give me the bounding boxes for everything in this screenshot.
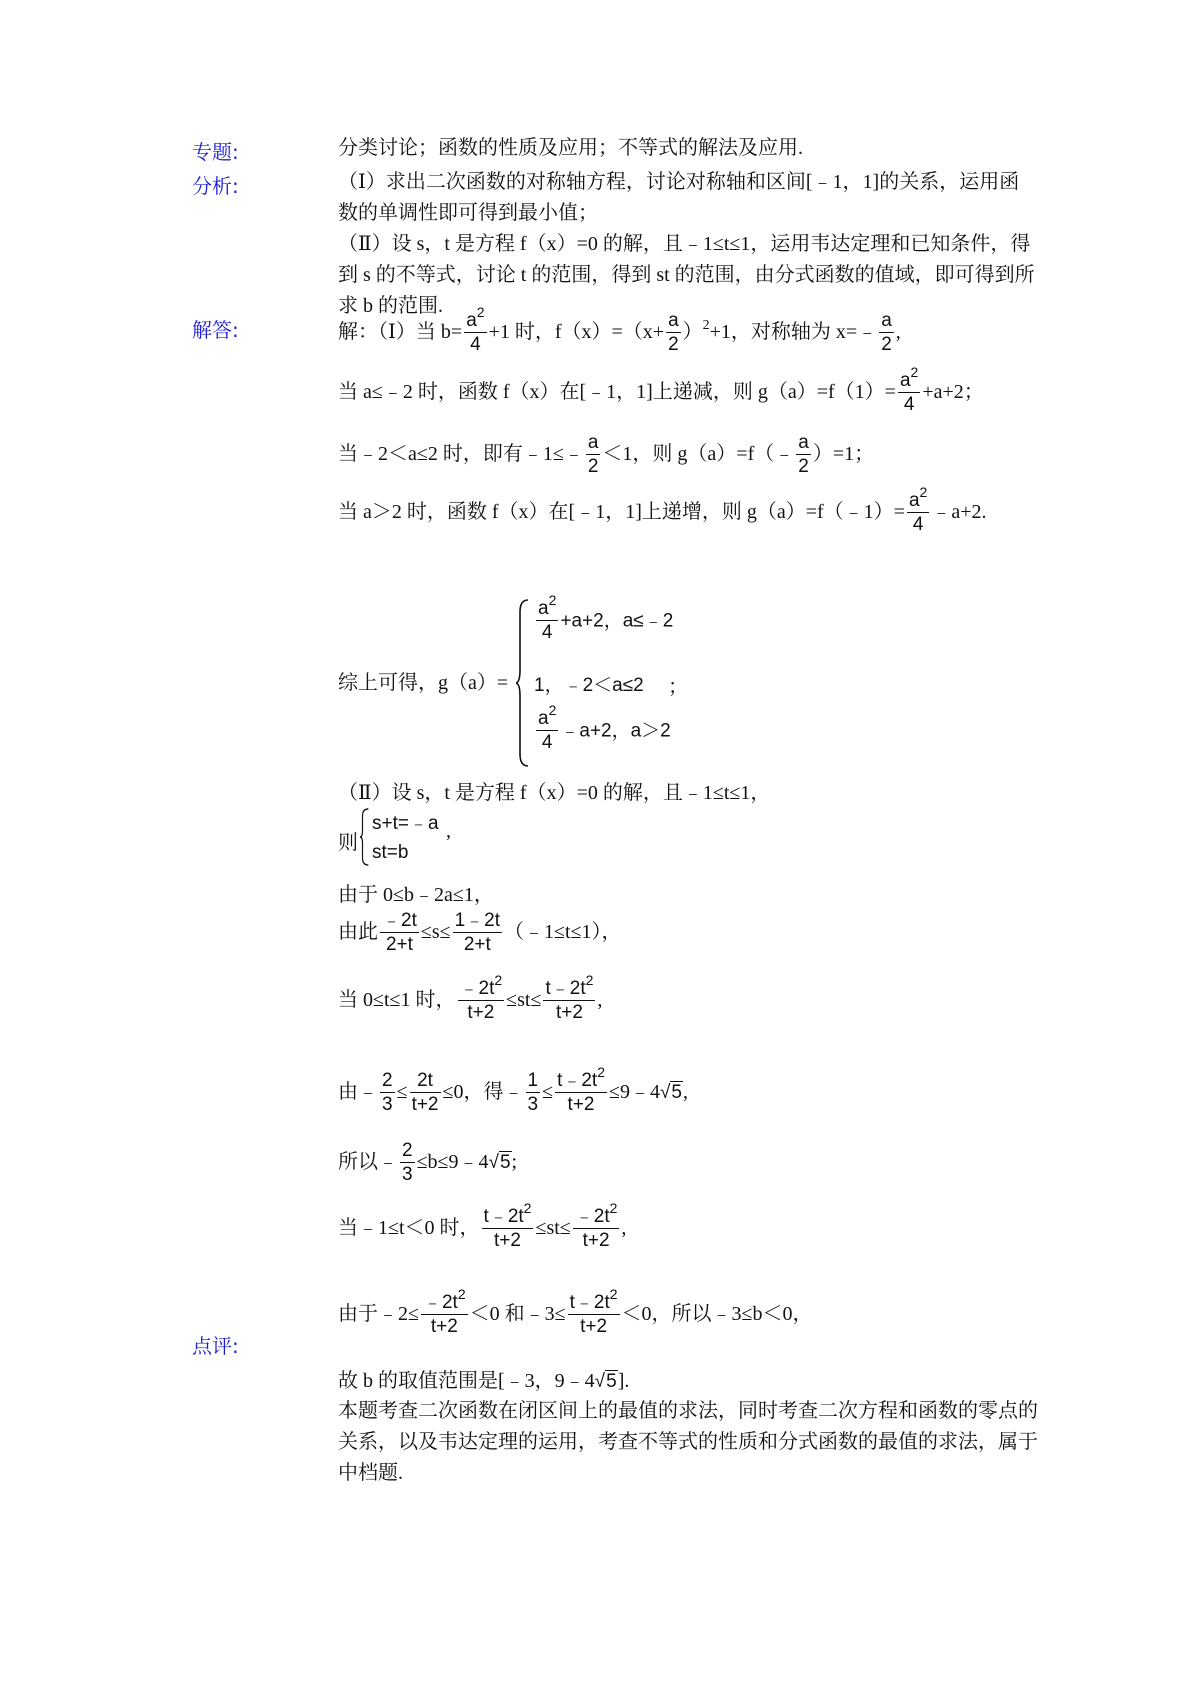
fraction-a-over-2: $\frac{a}{2}$ — [798, 432, 809, 477]
fraction-a2-over-4: $\frac{a^2}{4}$ — [466, 304, 485, 355]
solution-line-1: 解：（Ⅰ）当 b= $\frac{a^2}{4}$ +1 时，f（x）=（x+ $\frac{a}{2}$ ）$^2$+1，对称轴为 x=﹣ $\frac{a}{2}$ , — [338, 304, 901, 355]
piecewise-function: 综上可得，g（a）= $\frac{a^2}{4}$ +a+2，a≤﹣2 1，﹣2＜a≤2 $\frac{a^2}{4}$ ﹣a+2，a＞2 ； — [338, 598, 858, 768]
vieta-system: 则 s+t=﹣a , st=b — [338, 808, 538, 868]
fraction-a-over-2: $\frac{a}{2}$ — [881, 310, 892, 355]
solution-label: 解答: — [192, 318, 239, 342]
case-t-negative: 当﹣1≤t＜0 时， $\frac{t﹣2t^2}{t+2}$ ≤st≤ $\frac{﹣2t^2}{t+2}$ , — [338, 1200, 627, 1251]
topic-text: 分类讨论；函数的性质及应用；不等式的解法及应用. — [338, 137, 803, 159]
case-3: $\frac{a^2}{4}$ ﹣a+2，a＞2 — [538, 702, 671, 753]
bound-derivation-1: 由﹣ $\frac{2}{3}$ ≤ $\frac{2t}{t+2}$ ≤0，得﹣ $\frac{1}{3}$ ≤ $\frac{t﹣2t^2}{t+2}$ ≤9﹣4√5, — [338, 1064, 688, 1115]
so-line: 所以﹣ $\frac{2}{3}$ ≤b≤9﹣4√5; — [338, 1140, 518, 1185]
since-line: 由于 0≤b﹣2a≤1， — [338, 884, 494, 906]
left-brace-icon — [516, 598, 530, 768]
analysis-p1: （Ⅰ）求出二次函数的对称轴方程，讨论对称轴和区间[﹣1，1]的关系，运用函数的单调性即可得到最小值； — [338, 171, 1020, 224]
solution-line-2: 当 a≤﹣2 时，函数 f（x）在[﹣1，1]上递减，则 g（a）=f（1）= $\frac{a^2}{4}$ +a+2； — [338, 364, 984, 415]
part2-intro: （Ⅱ）设 s，t 是方程 f（x）=0 的解，且﹣1≤t≤1， — [338, 782, 771, 804]
analysis-label: 分析: — [192, 174, 239, 198]
solution-line-3: 当﹣2＜a≤2 时，即有﹣1≤﹣ $\frac{a}{2}$ ＜1，则 g（a）=f（﹣ $\frac{a}{2}$ ）=1； — [338, 432, 875, 477]
bound-derivation-2: 由于﹣2≤ $\frac{﹣2t^2}{t+2}$ ＜0 和﹣3≤ $\frac{t﹣2t^2}{t+2}$ ＜0，所以﹣3≤b＜0， — [338, 1286, 813, 1337]
comment-label: 点评: — [192, 1334, 239, 1358]
hence-line: 由此 $\frac{﹣2t}{2+t}$ ≤s≤ $\frac{1﹣2t}{2+t}$ （﹣1≤t≤1）， — [338, 910, 622, 955]
fraction-a2-over-4: $\frac{a^2}{4}$ — [908, 484, 928, 535]
fraction-a2-over-4: $\frac{a^2}{4}$ — [899, 364, 919, 415]
case-1: $\frac{a^2}{4}$ +a+2，a≤﹣2 — [538, 592, 674, 643]
analysis-p2: （Ⅱ）设 s，t 是方程 f（x）=0 的解，且﹣1≤t≤1，运用韦达定理和已知条件，得到 s 的不等式，讨论 t 的范围，得到 st 的范围，由分式函数的值域，即可得到所求 b 的范围. — [338, 233, 1035, 317]
case-2: 1，﹣2＜a≤2 — [534, 675, 644, 696]
left-brace-icon — [360, 808, 370, 866]
fraction-a-over-2: $\frac{a}{2}$ — [587, 432, 599, 477]
sqrt-5: √5 — [594, 1371, 617, 1392]
fraction-a-over-2: $\frac{a}{2}$ — [668, 310, 679, 355]
final-answer: 故 b 的取值范围是[﹣3，9﹣4√5]. — [338, 1370, 630, 1392]
solution-line-4: 当 a＞2 时，函数 f（x）在[﹣1，1]上递增，则 g（a）=f（﹣1）= $\frac{a^2}{4}$ ﹣a+2. — [338, 484, 987, 535]
topic-label: 专题: — [192, 140, 239, 164]
sqrt-5: √5 — [659, 1082, 682, 1104]
case-t-nonnegative: 当 0≤t≤1 时， $\frac{﹣2t^2}{t+2}$ ≤st≤ $\frac{t﹣2t^2}{t+2}$ , — [338, 972, 603, 1023]
sqrt-5: √5 — [488, 1152, 511, 1174]
comment-text: 本题考查二次函数在闭区间上的最值的求法，同时考查二次方程和函数的零点的关系，以及韦达定理的运用，考查不等式的性质和分式函数的最值的求法，属于中档题. — [338, 1400, 1038, 1484]
